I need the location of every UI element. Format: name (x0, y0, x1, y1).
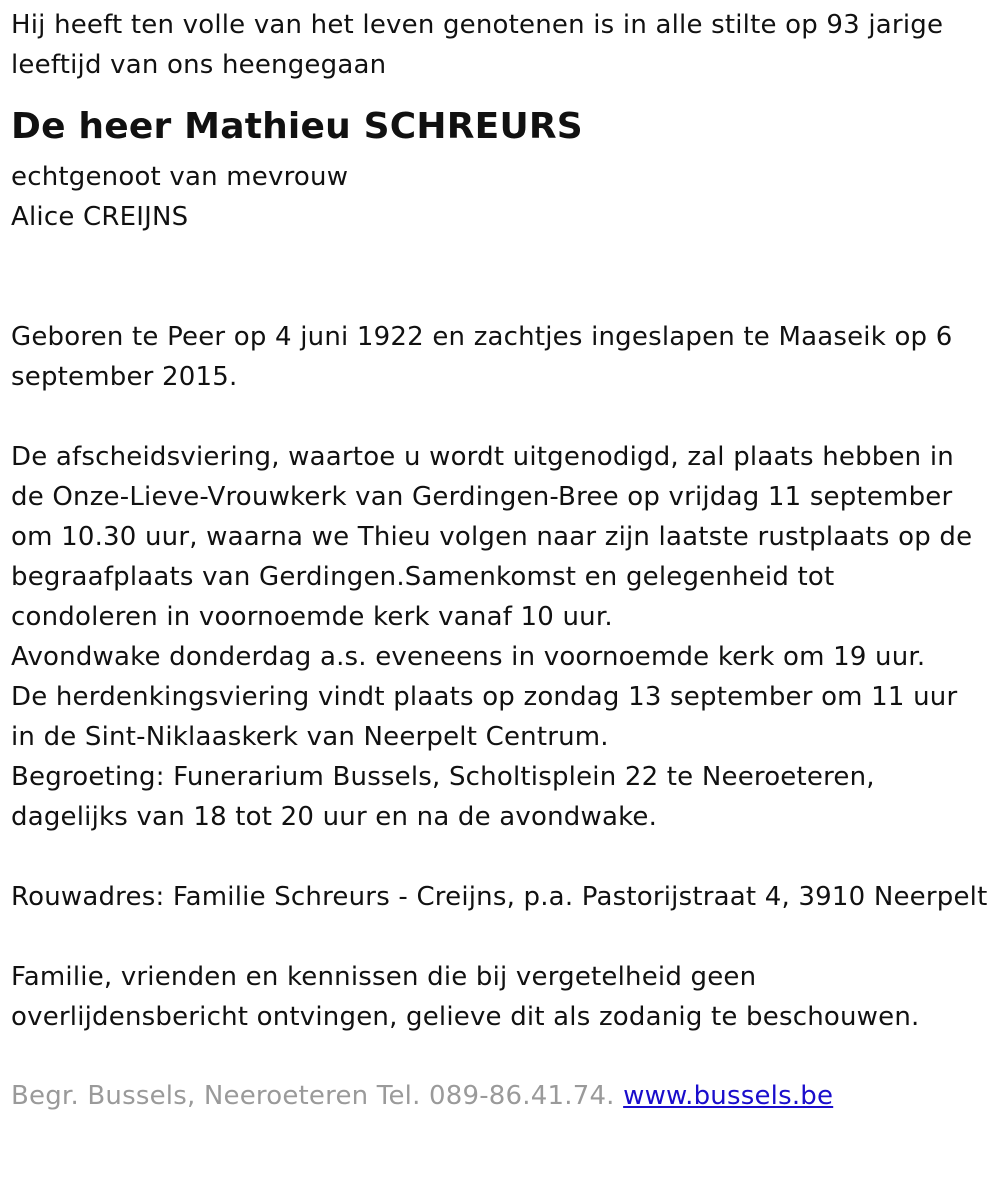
closing-text: Familie, vrienden en kennissen die bij vergetelheid geen overlijdensbericht ontvingen, gelieve dit als zodanig te beschouwen. (11, 962, 920, 1032)
wake-paragraph: Avondwake donderdag a.s. eveneens in voornoemde kerk om 19 uur. (11, 642, 926, 672)
footer-text: Begr. Bussels, Neeroeteren Tel. 089-86.41.74. (11, 1081, 615, 1111)
birth-death-text: Geboren te Peer op 4 juni 1922 en zachtjes ingeslapen te Maaseik op 6 september 2015. (11, 322, 953, 392)
footer (11, 1076, 989, 1116)
intro-text: Hij heeft ten volle van het leven genotenen is in alle stilte op 93 jarige leeftijd van ons heengegaan (11, 10, 944, 80)
website-link[interactable]: www.bussels.be (623, 1081, 834, 1111)
memorial-paragraph: De herdenkingsviering vindt plaats op zondag 13 september om 11 uur in de Sint-Niklaaskerk van Neerpelt Centrum. (11, 682, 958, 752)
spouse-relation: echtgenoot van mevrouw (11, 162, 349, 192)
mourning-address: Rouwadres: Familie Schreurs - Creijns, p.a. Pastorijstraat 4, 3910 Neerpelt (11, 882, 988, 912)
spouse-name: Alice CREIJNS (11, 202, 189, 232)
ceremony-paragraph: De afscheidsviering, waartoe u wordt uitgenodigd, zal plaats hebben in de Onze-Lieve-Vrouwkerk van Gerdingen-Bree op vrijdag 11 september om 10.30 uur, waarna we Thieu volgen naar zijn laatste rustplaats op de begraafplaats van Gerdingen.Samenkomst en gelegenheid tot condoleren in voornoemde kerk vanaf 10 uur. (11, 442, 973, 632)
visitation-paragraph: Begroeting: Funerarium Bussels, Scholtisplein 22 te Neeroeteren, dagelijks van 18 tot 20 uur en na de avondwake. (11, 762, 875, 832)
spouse-block (11, 157, 989, 237)
ceremony-block (11, 437, 989, 837)
deceased-name: De heer Mathieu SCHREURS (11, 106, 583, 147)
